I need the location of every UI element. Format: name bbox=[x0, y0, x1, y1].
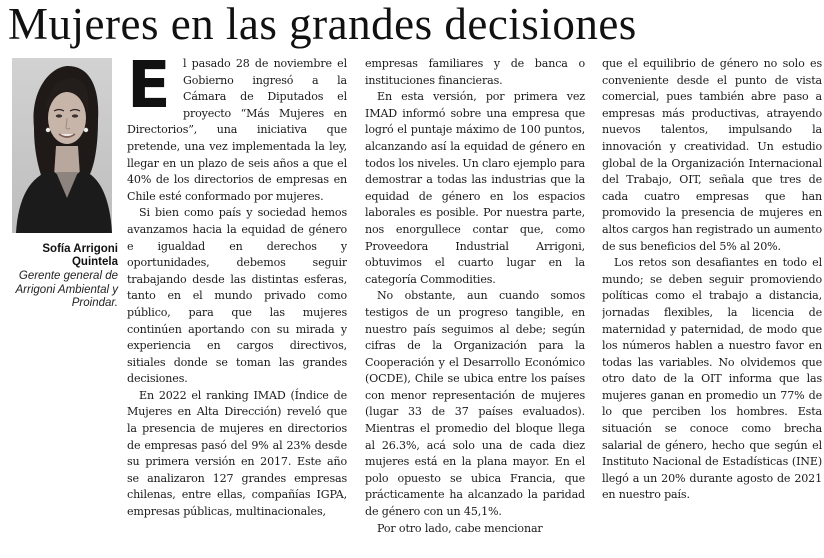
paragraph: empresas familiares y de banca o instituciones financieras. bbox=[365, 57, 585, 87]
paragraph: Por otro lado, cabe mencionar bbox=[377, 521, 543, 535]
article-column-1 bbox=[127, 56, 347, 556]
author-name: Sofía Arrigoni Quintela bbox=[42, 243, 118, 268]
article-column-2 bbox=[365, 56, 585, 556]
paragraph: No obstante, aun cuando somos testigos de un progreso tangible, en nuestro país seguimos al debe; según cifras de la Organización para la Cooperación y el Desarrollo Económico (OCDE), Chile se ubica entre los países con menor representación de mujeres (lugar 33 de 37 países evaluados). Mientras el promedio del bloque llega al 26.3%, acá solo una de cada diez mujeres está en la plana mayor. En el polo opuesto se ubica Francia, que prácticamente ha alcanzado la paridad de género con un 45,1%. bbox=[365, 289, 585, 519]
paragraph: En 2022 el ranking IMAD (Índice de Mujeres en Alta Dirección) reveló que la presencia de mujeres en directorios de empresas pasó del 9% al 23% desde su primera versión en 2017. Este año se analizaron 127 grandes empresas chilenas, entre ellas, compañías IGPA, empresas públicas, multinacionales, bbox=[127, 388, 347, 519]
paragraph: Los retos son desafiantes en todo el mundo; se deben seguir promoviendo políticas como el trabajo a distancia, jornadas flexibles, la licencia de maternidad y paternidad, de modo que los números hablen a nuestro favor en todas las variables. No olvidemos que otro dato de la OIT informa que las mujeres ganan en promedio un 77% de lo que perciben los hombres. Esta situación se conoce como brecha salarial de género, hecho que según el Instituto Nacional de Estadísticas (INE) llegó a un 20% durante agosto de 2021 en nuestro país. bbox=[602, 256, 822, 502]
drop-cap: E bbox=[127, 56, 171, 123]
author-role: Gerente general de Arrigoni Ambiental y Proindar. bbox=[15, 270, 118, 309]
paragraph: l pasado 28 de noviembre el Gobierno ingresó a la Cámara de Diputados el proyecto “Más Mujeres en Directorios”, una iniciativa que pretende, una vez implementada la ley, llegar en un plazo de seis años a que el 40% de los directorios de empresas en Chile esté conformado por mujeres. bbox=[127, 57, 347, 203]
author-block bbox=[6, 243, 118, 311]
author-photo bbox=[12, 58, 112, 233]
paragraph: Si bien como país y sociedad hemos avanzamos hacia la equidad de género e igualdad en derechos y oportunidades, debemos seguir trabajando desde las distintas esferas, tanto en el mundo privado como público, para que las mujeres continúen aportando con su mirada y experiencia en cargos directivos, sitiales donde se toman las grandes decisiones. bbox=[127, 206, 347, 386]
author-portrait-image bbox=[12, 58, 112, 233]
article-column-3 bbox=[602, 56, 822, 556]
paragraph: que el equilibrio de género no solo es conveniente desde el punto de vista comercial, pues también abre paso a empresas más productivas, atrayendo nuevos talentos, impulsando la innovación y creatividad. Un estudio global de la Organización Internacional del Trabajo, OIT, señala que tres de cada cuatro empresas que han promovido la presencia de mujeres en altos cargos han registrado un aumento de sus beneficios del 5% al 20%. bbox=[602, 57, 822, 253]
article-title: Mujeres en las grandes decisiones bbox=[8, 0, 637, 49]
paragraph: En esta versión, por primera vez IMAD informó sobre una empresa que logró el puntaje máximo de 100 puntos, alcanzando así la equidad de género en todos los niveles. Un claro ejemplo para demostrar a todas las industrias que la equidad de género en los espacios laborales es posible. Por nuestra parte, nos enorgullece contar que, como Proveedora Industrial Arrigoni, obtuvimos el cuarto lugar en la categoría Commodities. bbox=[365, 90, 585, 286]
